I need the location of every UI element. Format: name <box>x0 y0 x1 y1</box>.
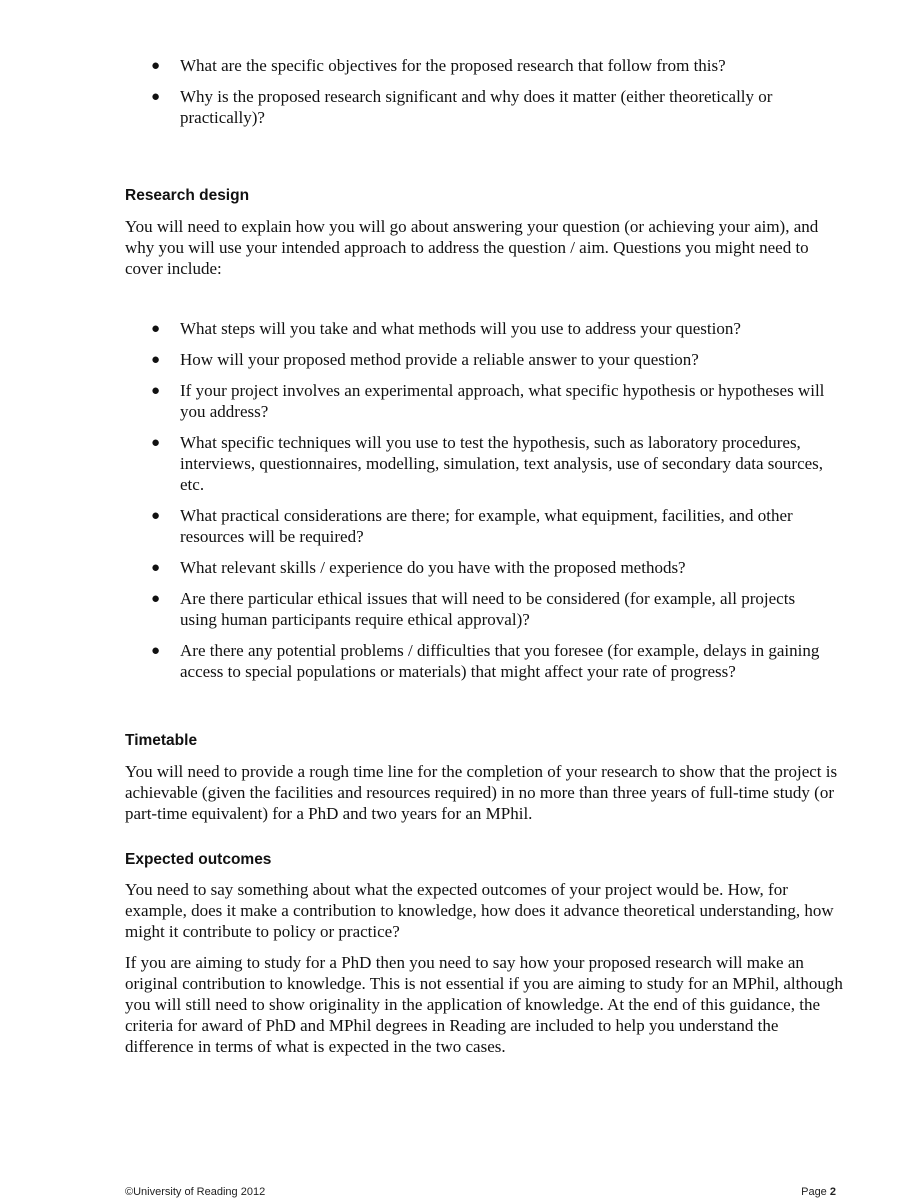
timetable-paragraph: You will need to provide a rough time line for the completion of your research to show that the project is achievable (given the facilities and resources required) in no more than three years of full-time study (or part-time equivalent) for a PhD and two years for an MPhil. <box>125 762 838 823</box>
expected-outcomes-paragraph: You need to say something about what the expected outcomes of your project would be. How, for example, does it make a contribution to knowledge, how does it advance theoretical understanding, how might it contribute to policy or practice? <box>125 880 834 941</box>
list-item: ● If your project involves an experimental approach, what specific hypothesis or hypotheses will you address? <box>151 381 825 421</box>
bullet-icon: ● <box>151 58 161 74</box>
footer-copyright: ©University of Reading 2012 <box>125 1186 266 1198</box>
expected-outcomes-heading: Expected outcomes <box>125 851 272 868</box>
bullet-icon: ● <box>151 508 161 524</box>
list-item: ● Are there particular ethical issues that will need to be considered (for example, all projects using human participants require ethical approval)? <box>151 589 796 629</box>
bullet-icon: ● <box>151 643 161 659</box>
research-design-heading: Research design <box>125 187 250 204</box>
bullet-icon: ● <box>151 560 161 576</box>
objectives-bullet-list <box>0 55 835 138</box>
list-item: ● Why is the proposed research significant and why does it matter (either theoretically or practically)? <box>151 87 773 127</box>
list-item: ● Are there any potential problems / difficulties that you foresee (for example, delays in gaining access to special populations or materials) that might affect your rate of progress? <box>151 641 820 681</box>
list-item: ● What practical considerations are there; for example, what equipment, facilities, and other resources will be required? <box>151 506 793 546</box>
expected-outcomes-paragraph: If you are aiming to study for a PhD then you need to say how your proposed research will make an original contribution to knowledge. This is not essential if you are aiming to study for an MPhil, although you will still need to show originality in the application of knowledge. At the end of this guidance, the criteria for award of PhD and MPhil degrees in Reading are included to help you understand the difference in terms of what is expected in the two cases. <box>125 953 843 1056</box>
footer-page-number <box>801 1186 836 1198</box>
page-label: Page <box>801 1186 827 1198</box>
bullet-icon: ● <box>151 89 161 105</box>
timetable-heading: Timetable <box>125 732 198 749</box>
bullet-icon: ● <box>151 321 161 337</box>
bullet-icon: ● <box>151 591 161 607</box>
list-item: ● What specific techniques will you use to test the hypothesis, such as laboratory procedures, interviews, questionnaires, modelling, simulation, text analysis, use of secondary data sources, etc. <box>151 433 824 494</box>
list-item: ● What steps will you take and what methods will you use to address your question? <box>151 319 741 338</box>
research-design-bullet-list <box>0 318 835 692</box>
bullet-icon: ● <box>151 352 161 368</box>
bullet-icon: ● <box>151 435 161 451</box>
bullet-icon: ● <box>151 383 161 399</box>
page-number: 2 <box>829 1186 836 1198</box>
list-item: ● What are the specific objectives for the proposed research that follow from this? <box>151 56 726 75</box>
list-item: ● What relevant skills / experience do you have with the proposed methods? <box>151 558 686 577</box>
list-item: ● How will your proposed method provide a reliable answer to your question? <box>151 350 699 369</box>
research-design-paragraph: You will need to explain how you will go about answering your question (or achieving your aim), and why you will use your intended approach to address the question / aim. Questions you might need to cover include: <box>125 217 819 278</box>
